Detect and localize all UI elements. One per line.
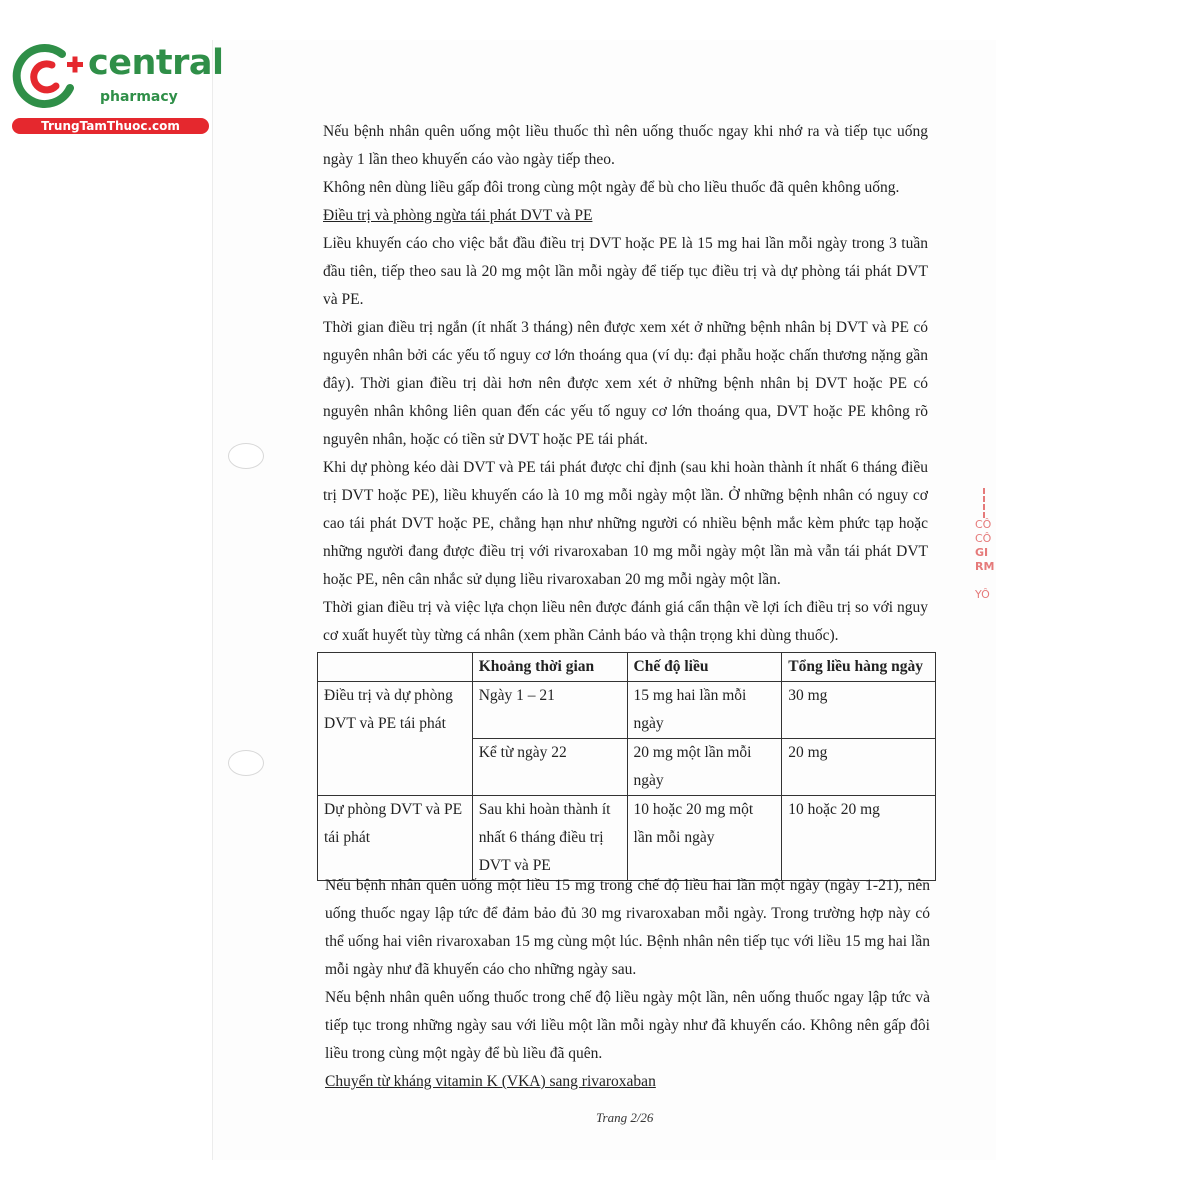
- punch-hole: [228, 750, 264, 776]
- stamp-border: [983, 488, 1001, 518]
- table-group-label: Điều trị và dự phòng DVT và PE tái phát: [318, 682, 473, 796]
- table-cell: 10 hoặc 20 mg một lần mỗi ngày: [627, 796, 782, 881]
- table-cell: 15 mg hai lần mỗi ngày: [627, 682, 782, 739]
- stamp-text: YÔ: [975, 588, 990, 601]
- stamp-text: CÔ: [975, 532, 992, 545]
- section-heading: Điều trị và phòng ngừa tái phát DVT và PE: [323, 207, 593, 224]
- paragraph: Nếu bệnh nhân quên uống một liều thuốc thì nên uống thuốc ngay khi nhớ ra và tiếp tục uống ngày 1 lần theo khuyến cáo vào ngày tiếp theo.: [323, 123, 928, 168]
- section-heading: Chuyển từ kháng vitamin K (VKA) sang rivaroxaban: [325, 1073, 656, 1090]
- table-header: Tổng liều hàng ngày: [782, 653, 936, 682]
- paragraph: Nếu bệnh nhân quên uống thuốc trong chế độ liều ngày một lần, nên uống thuốc ngay lập tức và tiếp tục trong những ngày sau với liều một lần mỗi ngày như đã khuyến cáo. Không nên gấp đôi liều trong cùng một ngày để bù liều đã quên.: [325, 989, 930, 1062]
- table-header: Khoảng thời gian: [472, 653, 627, 682]
- document-body-top: [323, 118, 928, 650]
- stamp-text: RM: [975, 560, 995, 573]
- table-row: [318, 682, 936, 739]
- paragraph: Thời gian điều trị và việc lựa chọn liều nên được đánh giá cẩn thận về lợi ích điều trị so với nguy cơ xuất huyết tùy từng cá nhân (xem phần Cảnh báo và thận trọng khi dùng thuốc).: [323, 599, 928, 644]
- table-row: [318, 796, 936, 881]
- table-group-label: Dự phòng DVT và PE tái phát: [318, 796, 473, 881]
- table-cell: Ngày 1 – 21: [472, 682, 627, 739]
- table-header-row: [318, 653, 936, 682]
- table-header: Chế độ liều: [627, 653, 782, 682]
- table-cell: Sau khi hoàn thành ít nhất 6 tháng điều trị DVT và PE: [472, 796, 627, 881]
- table-cell: 20 mg một lần mỗi ngày: [627, 739, 782, 796]
- paragraph: Nếu bệnh nhân quên uống một liều 15 mg trong chế độ liều hai lần một ngày (ngày 1-21), nên uống thuốc ngay lập tức để đảm bảo đủ 30 mg rivaroxaban mỗi ngày. Trong trường hợp này có thể uống hai viên rivaroxaban 15 mg cùng một lúc. Bệnh nhân nên tiếp tục với liều 15 mg hai lần mỗi ngày như đã khuyến cáo cho những ngày sau.: [325, 877, 930, 978]
- punch-hole: [228, 443, 264, 469]
- logo-mark-icon: [12, 40, 90, 110]
- table-cell: 30 mg: [782, 682, 936, 739]
- central-pharmacy-logo: [12, 40, 224, 136]
- table-header: [318, 653, 473, 682]
- stamp-text: GI: [975, 546, 989, 559]
- brand-subtitle: pharmacy: [100, 89, 178, 105]
- red-stamp: [975, 488, 1001, 628]
- table-cell: Kể từ ngày 22: [472, 739, 627, 796]
- table-cell: 20 mg: [782, 739, 936, 796]
- page-number: Trang 2/26: [596, 1110, 654, 1125]
- stamp-text: CÔ: [975, 518, 992, 531]
- dosage-table: [317, 652, 936, 881]
- brand-website: TrungTamThuoc.com: [12, 118, 209, 134]
- brand-name: central: [88, 43, 224, 83]
- paragraph: Liều khuyến cáo cho việc bắt đầu điều trị DVT hoặc PE là 15 mg hai lần mỗi ngày trong 3 tuần đầu tiên, tiếp theo sau là 20 mg một lần mỗi ngày để tiếp tục điều trị và dự phòng tái phát DVT và PE.: [323, 235, 928, 308]
- paragraph: Thời gian điều trị ngắn (ít nhất 3 tháng) nên được xem xét ở những bệnh nhân bị DVT và PE có nguyên nhân bởi các yếu tố nguy cơ lớn thoáng qua (ví dụ: đại phẫu hoặc chấn thương nặng gần đây). Thời gian điều trị dài hơn nên được xem xét ở những bệnh nhân bị DVT hoặc PE có nguyên nhân không liên quan đến các yếu tố nguy cơ lớn thoáng qua, DVT hoặc PE không rõ nguyên nhân, hoặc có tiền sử DVT hoặc PE tái phát.: [323, 319, 928, 448]
- paragraph: Khi dự phòng kéo dài DVT và PE tái phát được chỉ định (sau khi hoàn thành ít nhất 6 tháng điều trị DVT hoặc PE), liều khuyến cáo là 10 mg mỗi ngày một lần. Ở những bệnh nhân có nguy cơ cao tái phát DVT hoặc PE, chẳng hạn như những người có nhiều bệnh mắc kèm phức tạp hoặc những người đang được điều trị với rivaroxaban 10 mg mỗi ngày một lần mà vẫn tái phát DVT hoặc PE, nên cân nhắc sử dụng liều rivaroxaban 20 mg mỗi ngày một lần.: [323, 459, 928, 588]
- table-cell: 10 hoặc 20 mg: [782, 796, 936, 881]
- document-body-bottom: [325, 872, 930, 1096]
- paragraph: Không nên dùng liều gấp đôi trong cùng một ngày để bù cho liều thuốc đã quên không uống.: [323, 179, 900, 196]
